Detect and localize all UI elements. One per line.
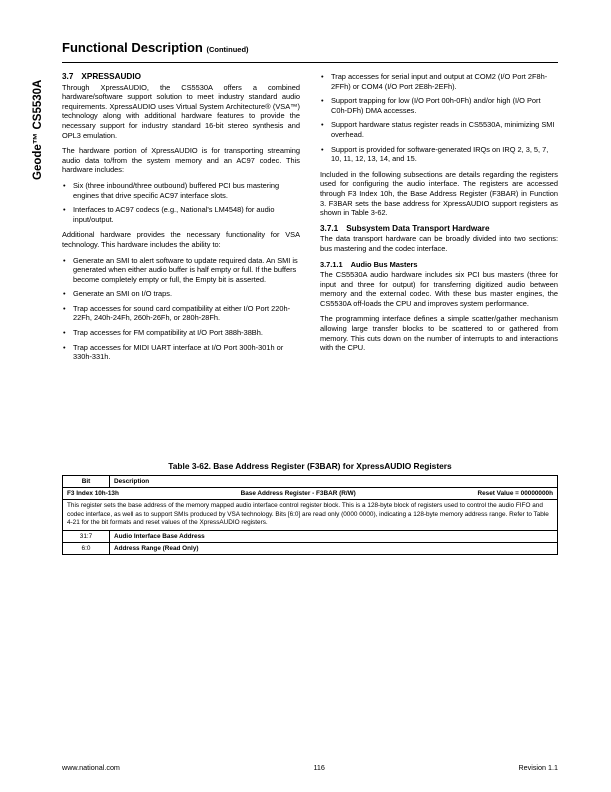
register-name: Base Address Register - F3BAR (R/W): [240, 490, 356, 497]
column-header-bit: Bit: [63, 476, 110, 488]
list-item: • Trap accesses for MIDI UART interface at I/O Port 300h-301h or 330h-331h.: [62, 343, 300, 362]
paragraph: Additional hardware provides the necessary functionality for VSA technology. This hardware includes the ability to:: [62, 230, 300, 249]
desc-cell: Address Range (Read Only): [110, 542, 558, 554]
register-header: [67, 490, 553, 497]
page-content: [62, 40, 558, 368]
bullet-list: [62, 256, 300, 362]
sidebar-title-text: Geode™ CS5530A: [32, 79, 44, 180]
sidebar-title: [30, 40, 46, 180]
list-item: • Trap accesses for serial input and output at COM2 (I/O Port 2F8h-2FFh) or COM4 (I/O Port 2E8h-2EFh).: [320, 72, 558, 91]
footer-page-number: 116: [313, 763, 325, 772]
page-title-continued: (Continued): [206, 45, 249, 54]
list-item: • Trap accesses for sound card compatibility at either I/O Port 220h-22Fh, 240h-24Fh, 260h-26Fh, or 280h-28Fh.: [62, 304, 300, 323]
two-column-body: [62, 72, 558, 368]
bullet-list: [320, 72, 558, 164]
paragraph: Included in the following subsections are details regarding the registers used for configuring the audio interface. The registers are accessed through F3 Index 10h, the Base Address Register (F3BAR) in Function 3. F3BAR sets the base address for XpressAUDIO support registers as shown in Table 3-62.: [320, 169, 558, 218]
list-item: • Six (three inbound/three outbound) buffered PCI bus mastering engines that drive specific AC97 interface slots.: [62, 181, 300, 200]
subsection-heading-3-7-1-1: [320, 260, 558, 270]
register-description: This register sets the base address of the memory mapped audio interface control register block. This is a 128-byte block of registers used to control the audio FIFO and codec interface, as well as to support SMIs produced by VSA technology. Bits [6:0] are read only (0000 0000), indicating a 128-byte memory address range. Refer to Table 4-21 for the bit formats and reset values of the XpressAUDIO registers.: [63, 500, 558, 531]
bullet-list: [62, 181, 300, 224]
register-reset-value: Reset Value = 00000000h: [477, 490, 553, 497]
footer-url: www.national.com: [62, 763, 120, 772]
paragraph: The programming interface defines a simple scatter/gather mechanism allowing large transfer blocks to be scattered to or gathered from memory. This cuts down on the number of interrupts to and interactions with the CPU.: [320, 314, 558, 353]
page-footer: [62, 763, 558, 772]
page-title-text: Functional Description: [62, 40, 203, 55]
desc-cell: Audio Interface Base Address: [110, 530, 558, 542]
left-column: [62, 72, 300, 368]
section-number: 3.7: [62, 72, 74, 81]
right-column: [320, 72, 558, 368]
subsection-heading-3-7-1: [320, 224, 558, 234]
list-item: • Generate an SMI on I/O traps.: [62, 289, 300, 299]
table-row: [63, 530, 558, 542]
subsection-title: Audio Bus Masters: [350, 259, 418, 269]
paragraph: Through XpressAUDIO, the CS5530A offers a combined hardware/software support solution to meet industry standard audio requirements. XpressAUDIO uses Virtual System Architecture® (VSA™) technology along with additional hardware features to provide the necessary support for industry standard 16-bit stereo synthesis and OPL3 emulation.: [62, 82, 300, 140]
paragraph: The hardware portion of XpressAUDIO is for transporting streaming audio data to/from the system memory and an AC97 codec. This hardware includes:: [62, 146, 300, 175]
register-table: [62, 475, 558, 555]
bit-cell: 31:7: [63, 530, 110, 542]
register-description-row: [63, 500, 558, 531]
list-item: • Generate an SMI to alert software to update required data. An SMI is generated when either audio buffer is half empty or full. If the buffers become completely empty or full, the Empty bit is asserted.: [62, 256, 300, 285]
bit-cell: 6:0: [63, 542, 110, 554]
table-row: [63, 542, 558, 554]
section-title: XPRESSAUDIO: [81, 72, 141, 81]
list-item: • Support trapping for low (I/O Port 00h-0Fh) and/or high (I/O Port C0h-DFh) DMA accesses.: [320, 96, 558, 115]
paragraph: The data transport hardware can be broadly divided into two sections: bus mastering and the codec interface.: [320, 234, 558, 253]
list-item: • Trap accesses for FM compatibility at I/O Port 388h-38Bh.: [62, 328, 300, 338]
paragraph: The CS5530A audio hardware includes six PCI bus masters (three for input and three for output) for transferring digitized audio between memory and the external codec. With these bus master engines, the CS5530A off-loads the CPU and improves system performance.: [320, 270, 558, 308]
page-title: [62, 40, 558, 58]
title-divider: [62, 62, 558, 63]
table-caption: Table 3-62. Base Address Register (F3BAR) for XpressAUDIO Registers: [168, 461, 452, 471]
column-header-description: Description: [110, 476, 558, 488]
subsection-title: Subsystem Data Transport Hardware: [346, 223, 490, 233]
subsection-number: 3.7.1: [320, 223, 339, 233]
section-heading-3-7: [62, 72, 300, 82]
footer-revision: Revision 1.1: [518, 763, 558, 772]
table-header-row: [63, 476, 558, 488]
list-item: • Support is provided for software-generated IRQs on IRQ 2, 3, 5, 7, 10, 11, 12, 13, 14, and 15.: [320, 145, 558, 164]
register-header-row: [63, 488, 558, 500]
list-item: • Support hardware status register reads in CS5530A, minimizing SMI overhead.: [320, 120, 558, 139]
register-index: F3 Index 10h-13h: [67, 490, 119, 497]
list-item: • Interfaces to AC97 codecs (e.g., National's LM4548) for audio input/output.: [62, 205, 300, 224]
subsection-number: 3.7.1.1: [320, 259, 343, 269]
